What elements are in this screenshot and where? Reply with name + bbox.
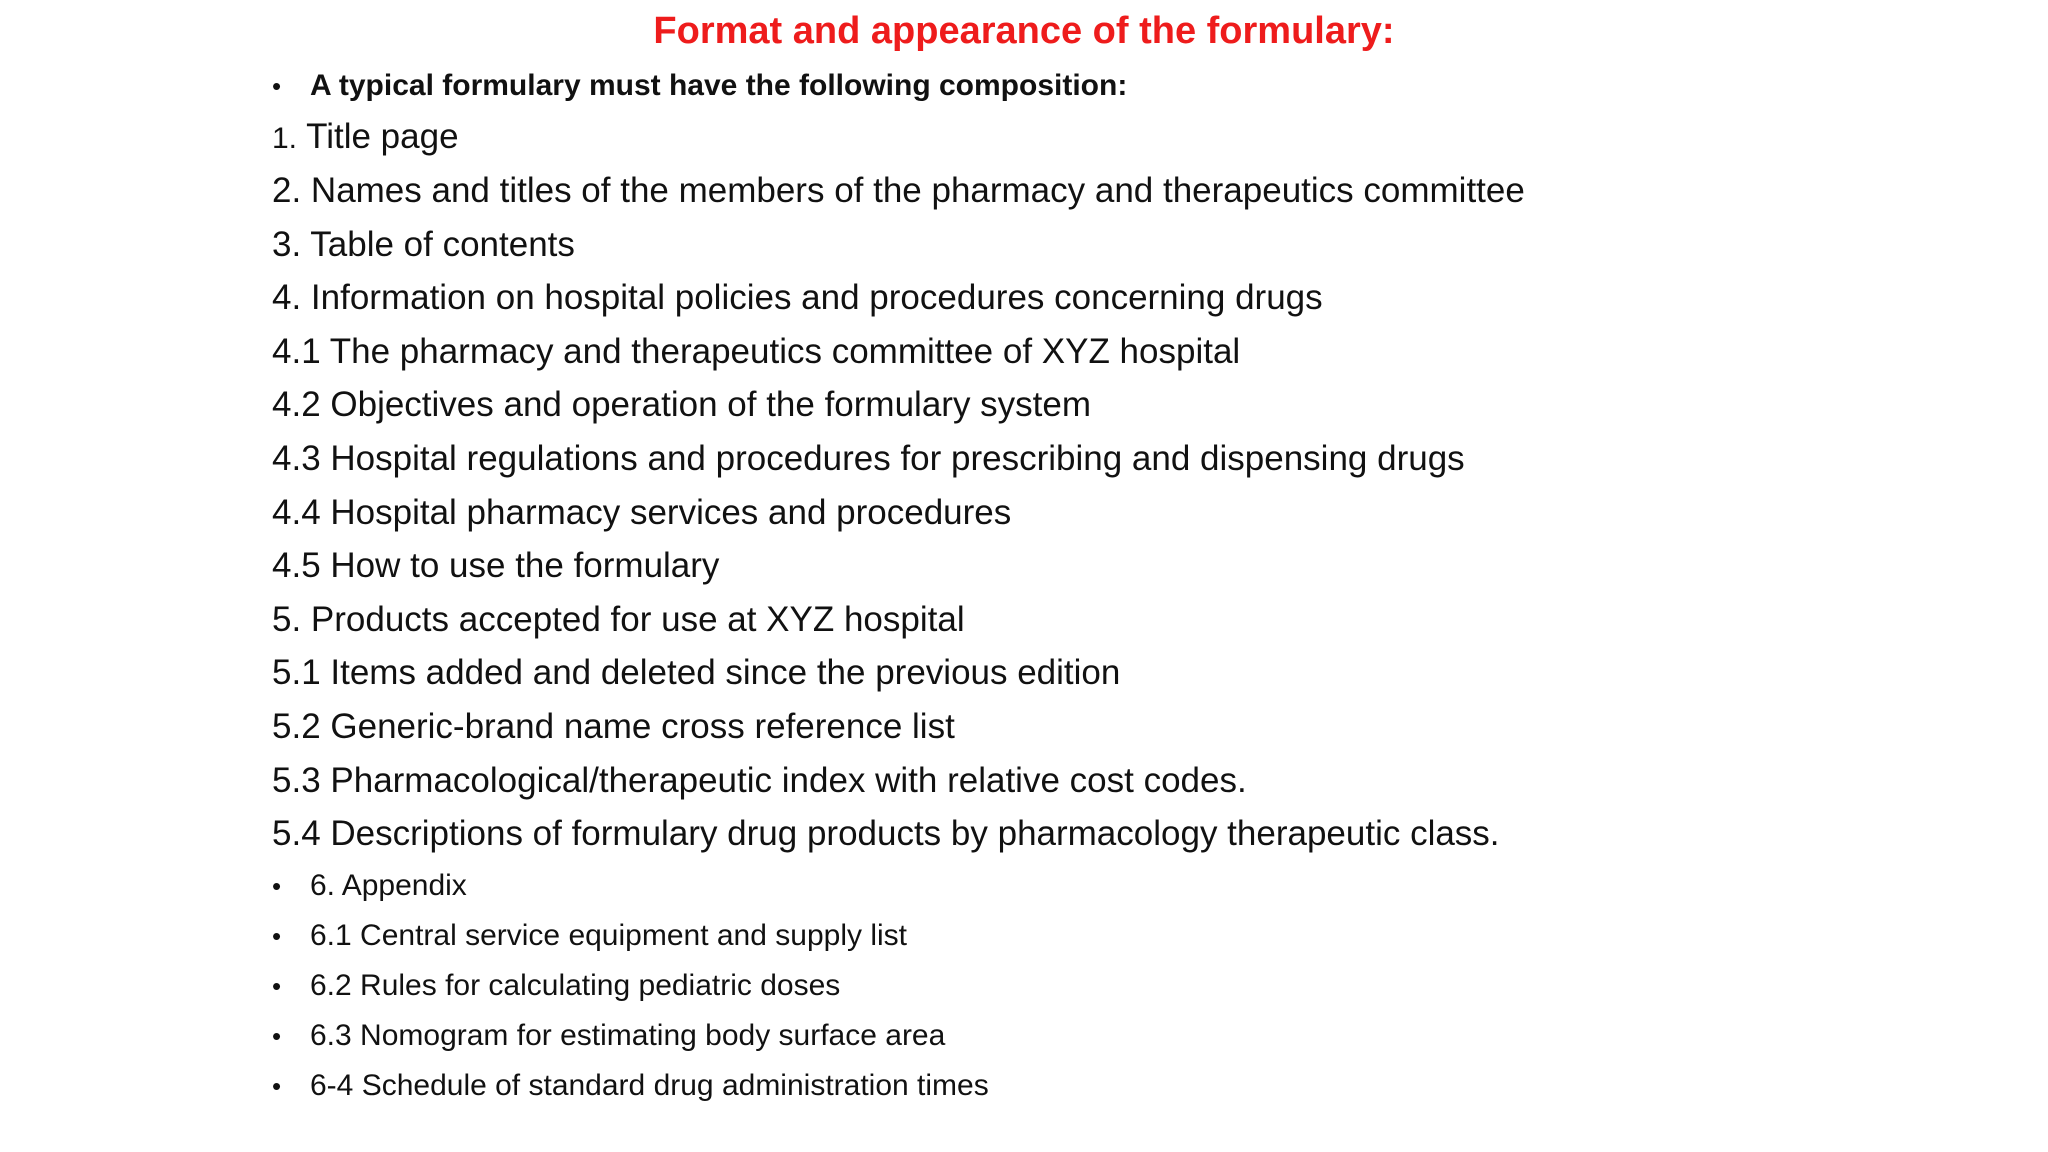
bullet-icon: • (272, 971, 282, 1001)
appendix-item (272, 864, 467, 908)
appendix-item-text: 6.2 Rules for calculating pediatric doses (310, 969, 841, 1002)
appendix-item (272, 1064, 989, 1108)
bullet-icon: • (272, 71, 282, 101)
list-item-text: 4.5 How to use the formulary (272, 546, 720, 585)
list-item-text: Title page (297, 117, 459, 156)
list-item (272, 595, 965, 645)
list-item (272, 756, 1247, 806)
list-item-text: 4.2 Objectives and operation of the formulary system (272, 385, 1092, 424)
list-item-text: 5.2 Generic-brand name cross reference list (272, 707, 955, 746)
list-item (272, 380, 1091, 430)
intro-bullet (272, 62, 1127, 110)
list-item-text: 4.3 Hospital regulations and procedures for prescribing and dispensing drugs (272, 439, 1465, 478)
list-item (272, 809, 1500, 859)
appendix-item-text: 6.1 Central service equipment and supply list (310, 919, 907, 952)
list-item (272, 541, 719, 591)
list-item (272, 488, 1011, 538)
list-item (272, 434, 1465, 484)
list-item-text: 5.3 Pharmacological/therapeutic index with relative cost codes. (272, 761, 1247, 800)
list-item (272, 702, 955, 752)
list-item (272, 220, 575, 270)
list-item (272, 273, 1323, 323)
list-item-text: 4.1 The pharmacy and therapeutics committee of XYZ hospital (272, 332, 1241, 371)
list-item (272, 327, 1240, 377)
bullet-icon: • (272, 1021, 282, 1051)
appendix-item-text: 6-4 Schedule of standard drug administration times (310, 1069, 989, 1102)
list-item-text: 2. Names and titles of the members of the pharmacy and therapeutics committee (272, 171, 1525, 210)
appendix-item-text: 6. Appendix (310, 869, 467, 902)
list-item-text: 4. Information on hospital policies and procedures concerning drugs (272, 278, 1323, 317)
appendix-item (272, 914, 907, 958)
appendix-item (272, 1014, 945, 1058)
list-item-text: 5.4 Descriptions of formulary drug products by pharmacology therapeutic class. (272, 814, 1500, 853)
list-item (272, 166, 1525, 216)
list-item-text: 5. Products accepted for use at XYZ hospital (272, 600, 965, 639)
appendix-item (272, 964, 840, 1008)
bullet-icon: • (272, 921, 282, 951)
appendix-item-text: 6.3 Nomogram for estimating body surface area (310, 1019, 946, 1052)
list-item-text: 5.1 Items added and deleted since the previous edition (272, 653, 1121, 692)
slide-title: Format and appearance of the formulary: (653, 10, 1395, 52)
list-item-text: 4.4 Hospital pharmacy services and procedures (272, 493, 1012, 532)
list-item-prefix: 1. (272, 122, 298, 155)
list-item (272, 648, 1120, 698)
list-item-text: 3. Table of contents (272, 225, 575, 264)
list-item (272, 112, 459, 164)
bullet-icon: • (272, 1071, 282, 1101)
intro-text: A typical formulary must have the following composition: (310, 69, 1128, 102)
bullet-icon: • (272, 871, 282, 901)
